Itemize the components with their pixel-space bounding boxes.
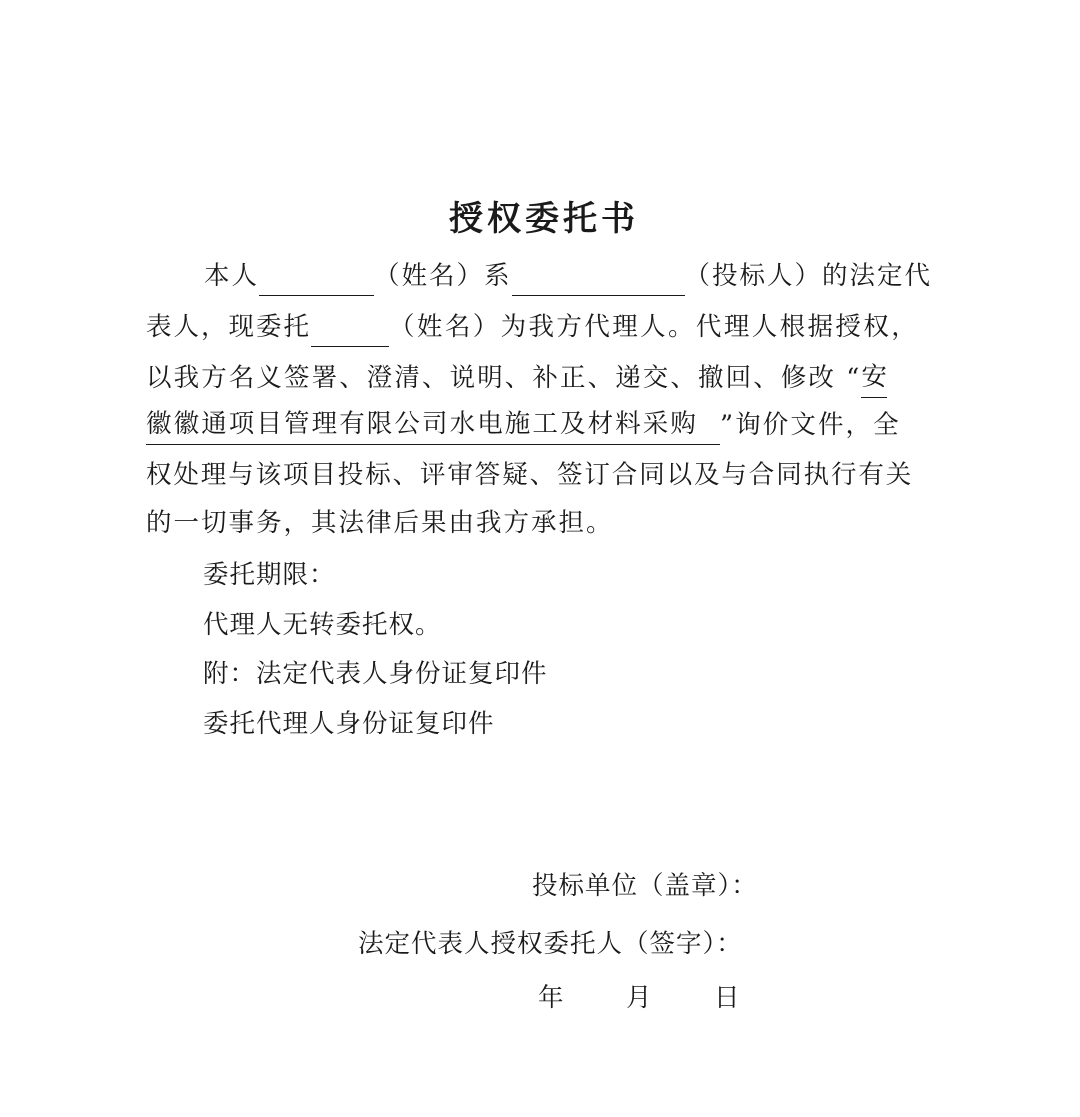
date-month: 月 — [626, 983, 652, 1013]
text-bidder-rep: （投标人）的法定代 — [684, 261, 933, 291]
text-consequence: 的一切事务，其法律后果由我方承担。 — [146, 508, 614, 538]
date-year: 年 — [538, 983, 564, 1013]
text-authority: 权处理与该项目投标、评审答疑、签订合同以及与合同执行有关 — [146, 460, 914, 490]
attachment-2: 委托代理人身份证复印件 — [203, 709, 495, 739]
date-day: 日 — [714, 983, 740, 1013]
body-line-6 — [146, 503, 946, 543]
body-line-5 — [146, 455, 946, 495]
agent-blank — [311, 316, 389, 347]
text-agent: （姓名）为我方代理人。代理人根据授权， — [389, 312, 920, 342]
text-ben-ren: 本人 — [204, 261, 260, 291]
body-line-2 — [146, 307, 946, 347]
attachment-1: 附：法定代表人身份证复印件 — [203, 659, 548, 689]
authorized-rep-signature: 法定代表人授权委托人（签字）： — [358, 929, 743, 959]
text-sign-actions: 以我方名义签署、澄清、说明、补正、递交、撤回、修改 “ — [146, 363, 862, 393]
project-name: 徽徽通项目管理有限公司水电施工及材料采购 — [146, 404, 720, 445]
body-line-1 — [146, 256, 946, 296]
term-label: 委托期限： — [203, 560, 336, 590]
name-blank — [259, 265, 374, 296]
document-title: 授权委托书 — [449, 199, 639, 239]
text-representative: 表人，现委托 — [146, 312, 312, 342]
body-line-4 — [146, 405, 946, 445]
text-inquiry-doc: ”询价文件，全 — [720, 410, 901, 440]
bidder-unit-seal: 投标单位（盖章）： — [532, 871, 758, 901]
no-transfer-text: 代理人无转委托权。 — [203, 610, 442, 640]
text-name-xi: （姓名）系 — [374, 261, 512, 291]
project-name-start: 安 — [861, 357, 887, 398]
bidder-blank — [512, 265, 685, 296]
body-line-3 — [146, 358, 946, 398]
